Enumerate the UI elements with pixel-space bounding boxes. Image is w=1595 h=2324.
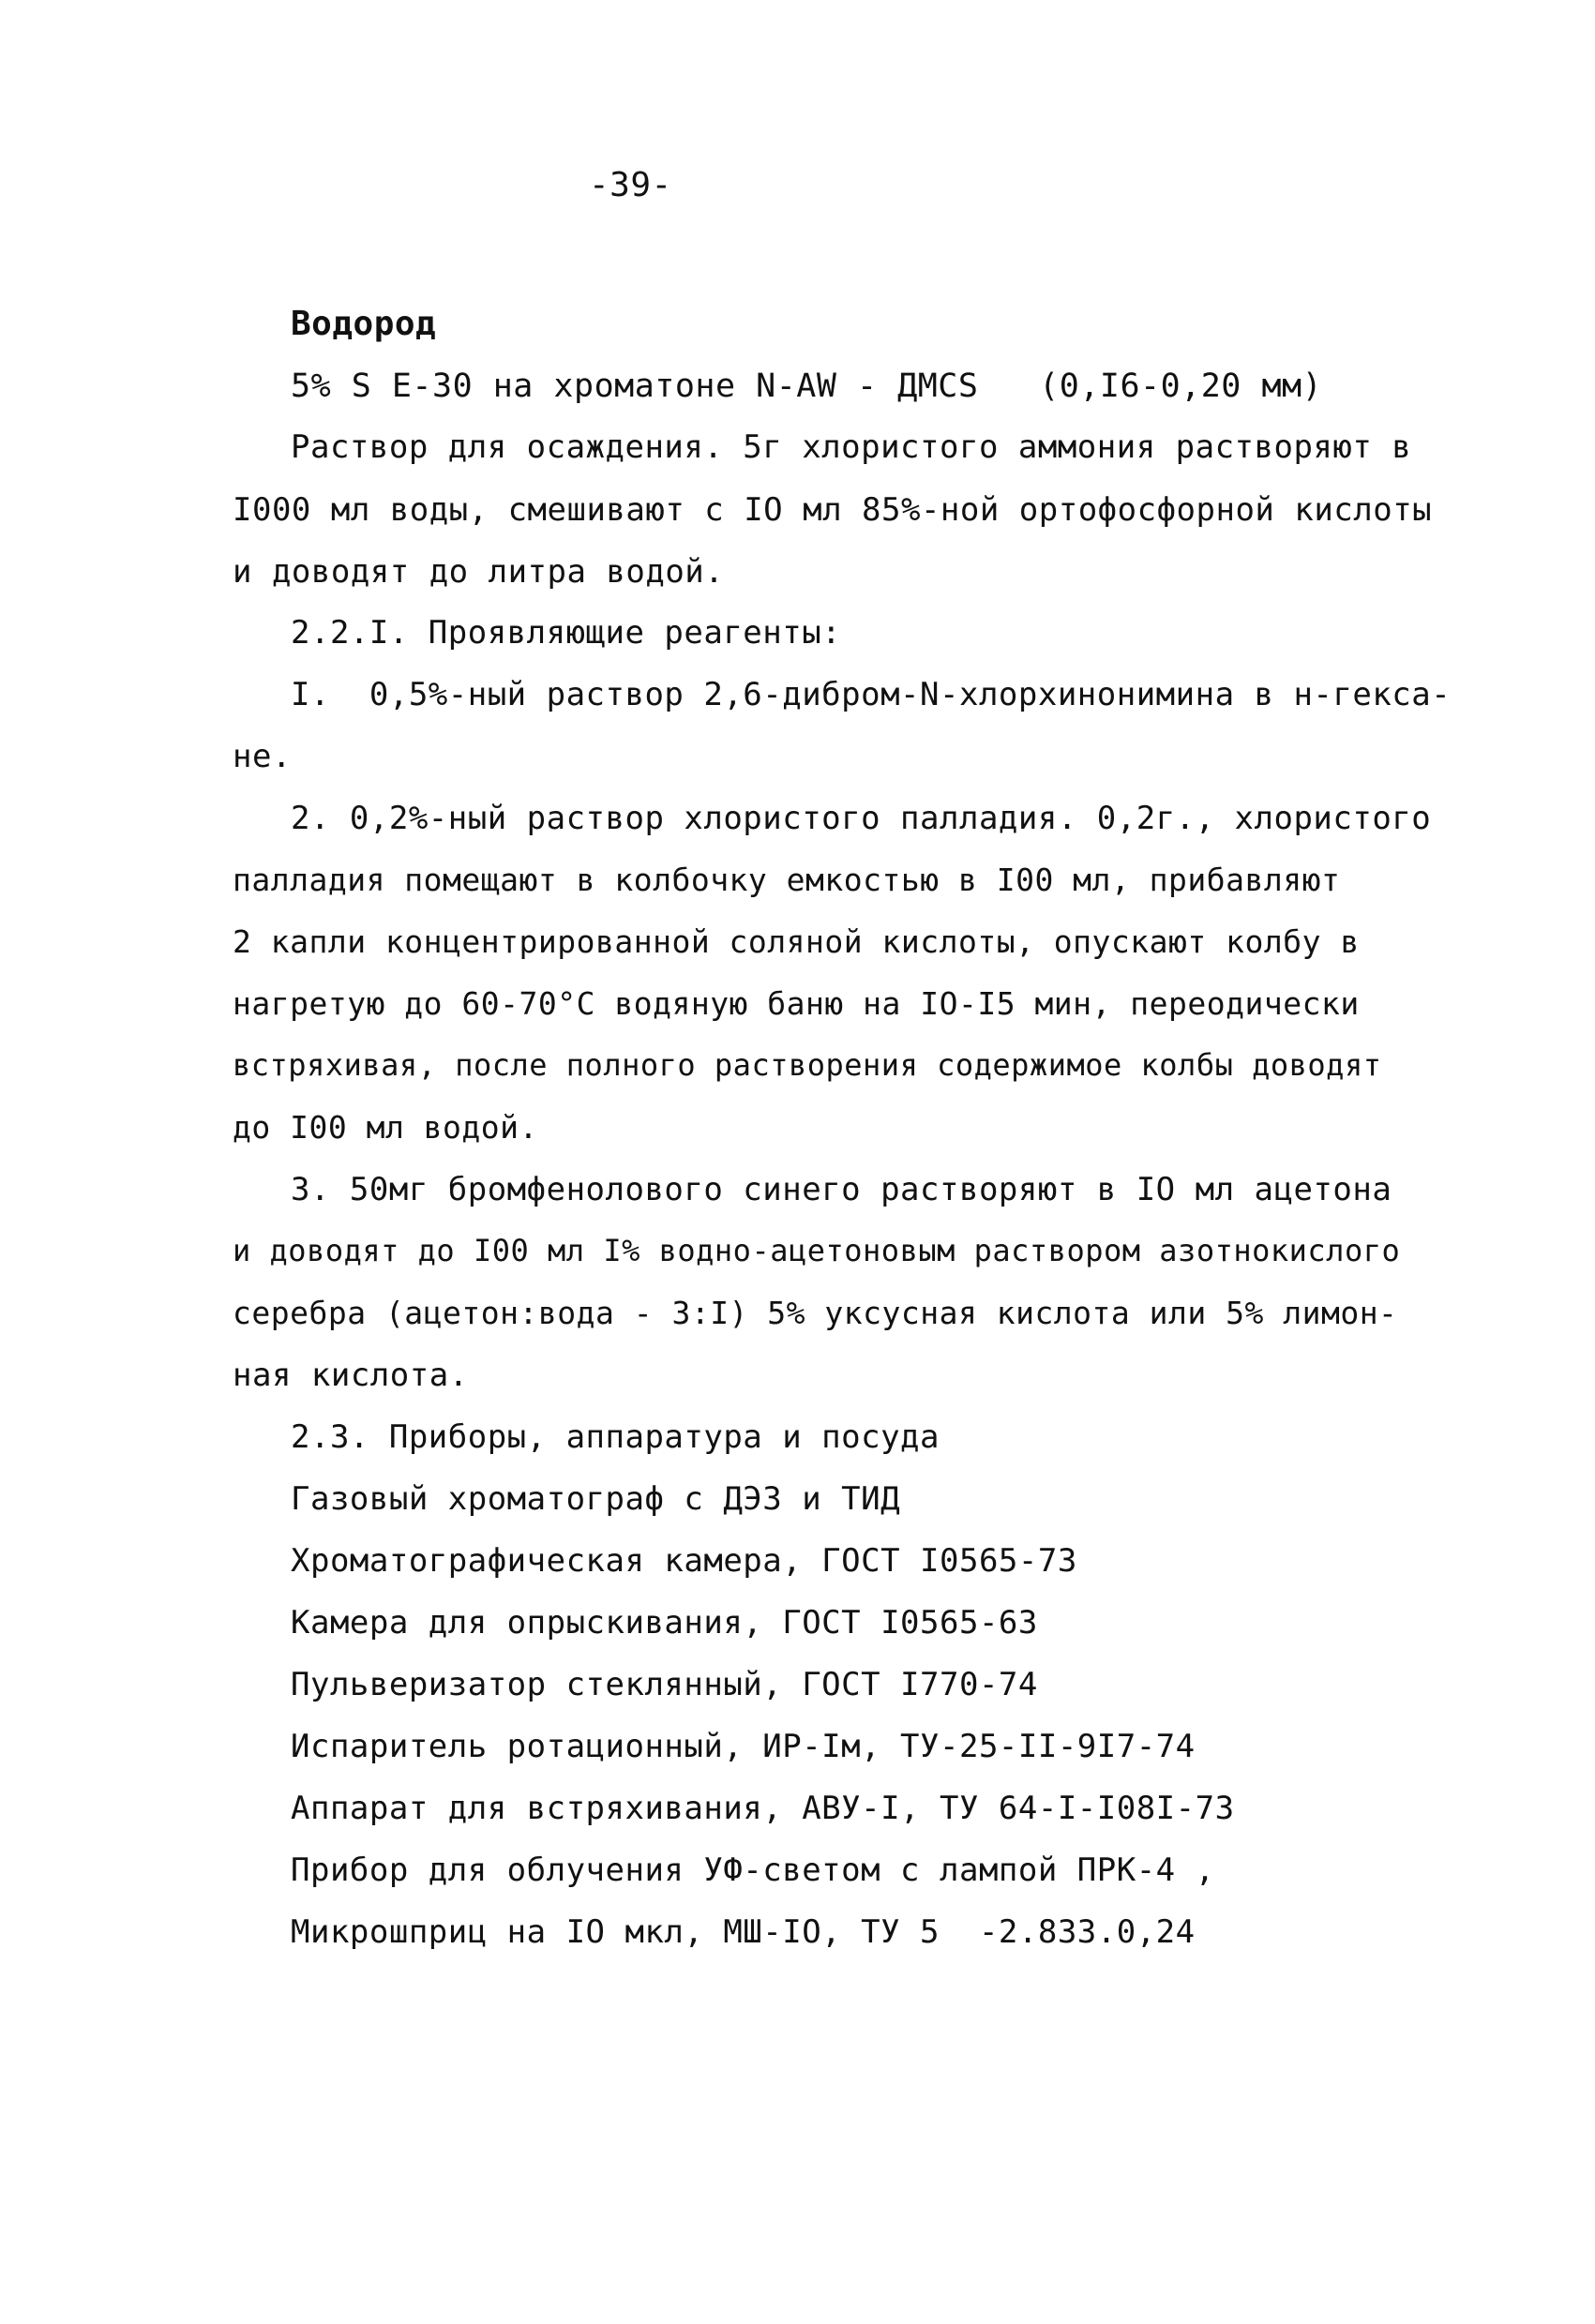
equipment-item: Хроматографическая камера, ГОСТ I0565-73 [291, 1542, 1077, 1580]
reagent-3-line-1: 3. 50мг бромфенолового синего растворяют в IO мл ацетона [291, 1171, 1392, 1208]
reagents-heading: 2.2.I. Проявляющие реагенты: [291, 614, 842, 652]
page-number: -39- [589, 166, 672, 204]
section-title: Водород [291, 305, 437, 343]
solution-line-1: Раствор для осаждения. 5г хлористого аммония растворяют в [291, 428, 1412, 466]
reagent-1-line-1: I. 0,5%-ный раствор 2,6-дибром-N-хлорхинонимина в н-гекса- [291, 676, 1452, 713]
equipment-item: Пульверизатор стеклянный, ГОСТ I770-74 [291, 1666, 1038, 1703]
equipment-item: Камера для опрыскивания, ГОСТ I0565-63 [291, 1604, 1038, 1642]
reagent-3-line-4: ная кислота. [233, 1357, 469, 1394]
reagent-3-line-3: серебра (ацетон:вода - 3:I) 5% уксусная кислота или 5% лимон- [233, 1295, 1398, 1331]
reagent-1-line-2: не. [233, 738, 292, 775]
reagent-2-line-3: 2 капли концентрированной соляной кислоты, опускают колбу в [233, 923, 1360, 960]
equipment-item: Испаритель ротационный, ИР-Iм, ТУ-25-II-9I7-74 [291, 1728, 1196, 1765]
reagent-2-line-6: до I00 мл водой. [233, 1109, 538, 1146]
reagent-3-line-2: и доводят до I00 мл I% водно-ацетоновым раствором азотнокислого [233, 1233, 1401, 1268]
equipment-item: Аппарат для встряхивания, АВУ-I, ТУ 64-I-I08I-73 [291, 1790, 1235, 1827]
solution-line-3: и доводят до литра водой. [233, 553, 725, 591]
stationary-phase-line: 5% S E-30 на хроматоне N-AW - ДМСS (0,I6-0,20 мм) [291, 367, 1323, 405]
equipment-heading: 2.3. Приборы, аппаратура и посуда [291, 1418, 940, 1456]
reagent-2-line-5: встряхивая, после полного растворения содержимое колбы доводят [233, 1047, 1382, 1083]
equipment-item: Микрошприц на IO мкл, МШ-IO, ТУ 5 -2.833.0,24 [291, 1913, 1196, 1951]
equipment-item: Газовый хроматограф с ДЭЗ и ТИД [291, 1480, 901, 1518]
reagent-2-line-4: нагретую до 60-70°С водяную баню на IO-I5 мин, переодически [233, 985, 1360, 1022]
equipment-item: Прибор для облучения УФ-светом с лампой ПРК-4 , [291, 1852, 1215, 1889]
reagent-2-line-1: 2. 0,2%-ный раствор хлористого палладия. 0,2г., хлористого [291, 800, 1432, 837]
solution-line-2: I000 мл воды, смешивают с IO мл 85%-ной ортофосфорной кислоты [233, 491, 1433, 529]
reagent-2-line-2: палладия помещают в колбочку емкостью в I00 мл, прибавляют [233, 862, 1341, 898]
